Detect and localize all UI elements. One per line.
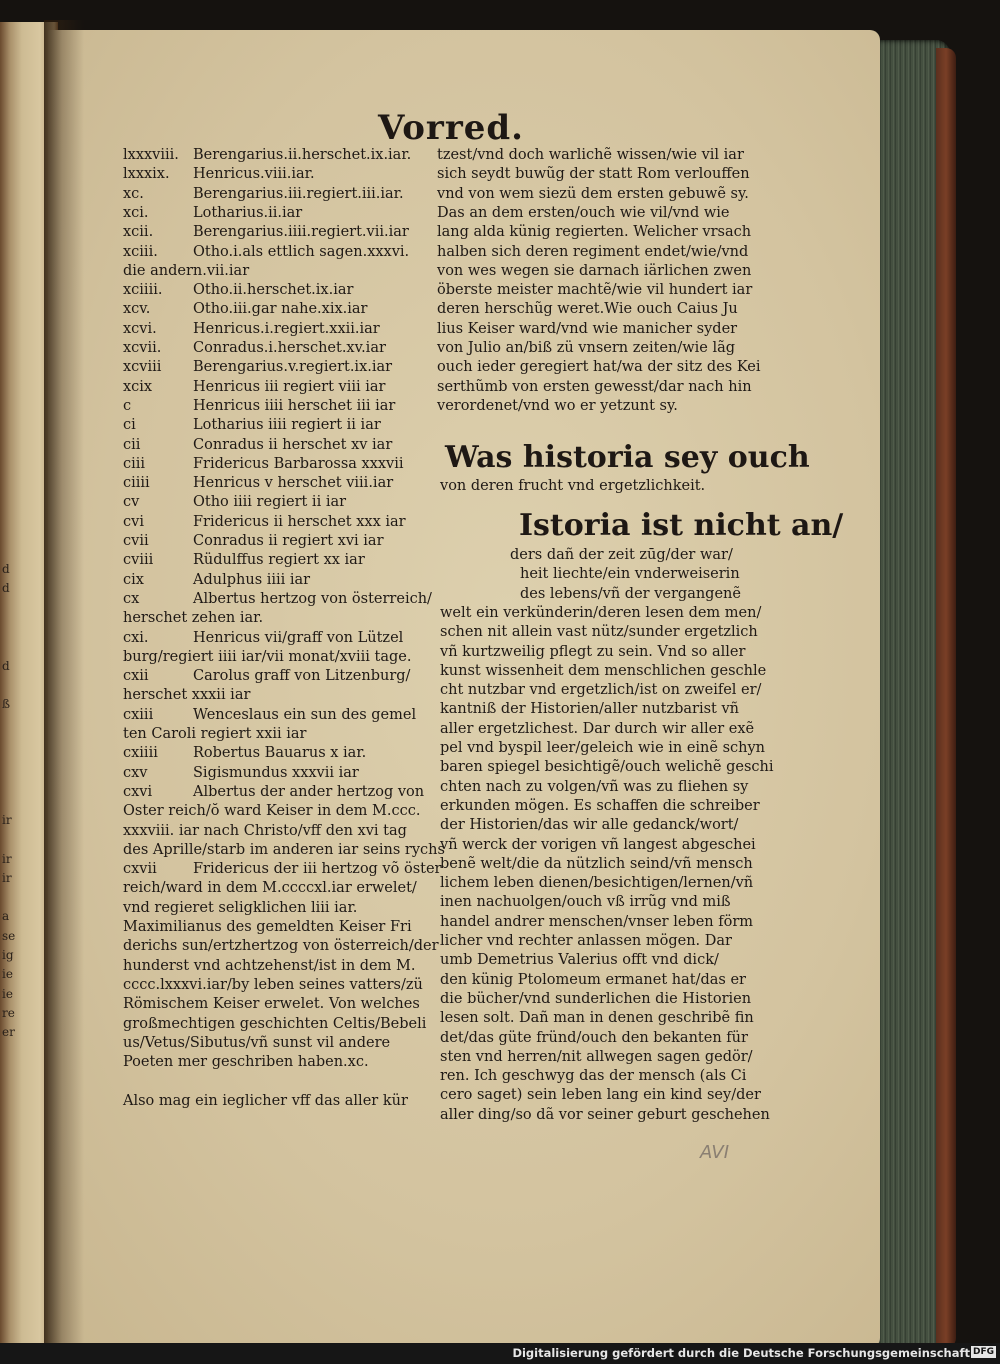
list-text: Berengarius.v.regiert.ix.iar xyxy=(193,359,393,376)
left-page-text-fragment: d xyxy=(2,562,10,576)
text-line: serthũmb von ersten gewesst/dar nach hin xyxy=(437,378,752,395)
text-line: Das an dem ersten/ouch wie vil/vnd wie xyxy=(437,204,730,221)
list-number: xcviii xyxy=(123,359,162,376)
left-list-line xyxy=(123,1034,390,1053)
list-text: Fridericus der iii hertzog võ öster xyxy=(193,861,442,878)
left-list-line xyxy=(123,1053,369,1072)
left-list-line xyxy=(123,300,367,319)
left-list-line xyxy=(123,146,411,165)
left-list-line xyxy=(123,918,412,937)
list-number: xcix xyxy=(123,378,153,395)
list-text: Conradus.i.herschet.xv.iar xyxy=(193,340,386,356)
left-list-line xyxy=(123,764,359,783)
gutter-shadow xyxy=(44,20,84,1350)
list-text: Fridericus Barbarossa xxxvii xyxy=(193,455,404,472)
text-line: pel vnd byspil leer/geleich wie in einẽ schyn xyxy=(440,740,766,756)
text-line: cht nutzbar vnd ergetzlich/ist on zweifel er/ xyxy=(440,682,762,699)
list-text: Henricus.viii.iar. xyxy=(193,166,315,183)
list-text: Conradus ii regiert xvi iar xyxy=(193,533,384,549)
left-page-text-fragment: ir xyxy=(2,870,12,885)
list-number: xcv. xyxy=(123,301,151,318)
left-list-line xyxy=(123,165,315,184)
left-page-text-fragment: se xyxy=(2,928,16,943)
text-line: sich seydt buwũg der statt Rom verlouffen xyxy=(437,166,750,183)
list-text: vnd regieret seligklichen liii iar. xyxy=(123,899,358,916)
list-text: Henricus.i.regiert.xxii.iar xyxy=(193,320,380,337)
left-list-line xyxy=(123,320,380,339)
list-number: cxi. xyxy=(123,629,149,646)
list-text: burg/regiert iiii iar/vii monat/xviii tage. xyxy=(123,648,412,665)
list-number: cxvii xyxy=(123,861,157,878)
list-text: Römischem Keiser erwelet. Von welches xyxy=(123,996,420,1013)
text-line: heit liechte/ein vnderweiserin xyxy=(520,566,740,583)
left-page-text-fragment: ir xyxy=(2,812,12,827)
section-heading: Was historia sey ouch xyxy=(445,440,810,475)
list-text: herschet xxxii iar xyxy=(123,687,251,704)
left-list-line xyxy=(123,648,411,667)
left-list-line xyxy=(123,725,306,744)
text-line: der Historien/das wir alle gedanck/wort/ xyxy=(440,817,739,834)
text-line: halben sich deren regiment endet/wie/vnd xyxy=(437,243,749,260)
left-list-line xyxy=(123,860,441,879)
left-list-line xyxy=(123,493,346,512)
list-text: Henricus vii/graff von Lützel xyxy=(193,629,404,646)
text-line: vñ kurtzweilig pflegt zu sein. Vnd so aller xyxy=(440,643,746,660)
left-list-line xyxy=(123,571,310,590)
text-line: licher vnd rechter anlassen mögen. Dar xyxy=(440,933,732,949)
list-number: cxii xyxy=(123,668,149,685)
initial-line: Istoria ist nicht an/ xyxy=(519,508,844,543)
list-text: cccc.lxxxvi.iar/by leben seines vatters/zü xyxy=(123,976,423,993)
text-line: ouch ieder geregiert hat/wa der sitz des Kei xyxy=(437,359,761,376)
left-list-line xyxy=(123,281,353,300)
text-line: die bücher/vnd sunderlichen die Historien xyxy=(440,990,752,1007)
list-text: Lotharius.ii.iar xyxy=(193,204,303,221)
section-subheading: von deren frucht vnd ergetzlichkeit. xyxy=(440,478,706,494)
list-text: Berengarius.iiii.regiert.vii.iar xyxy=(193,224,409,241)
text-line: lichem leben dienen/besichtigen/lernen/vñ xyxy=(440,875,754,892)
list-text: Poeten mer geschriben haben.xc. xyxy=(123,1054,369,1071)
list-text: Albertus hertzog von österreich/ xyxy=(193,590,432,607)
left-list-line xyxy=(123,957,415,976)
text-line: lesen solt. Dañ man in denen geschribẽ fin xyxy=(440,1010,754,1027)
list-text: Also mag ein ieglicher vff das aller kür xyxy=(123,1092,408,1109)
left-page-text-fragment: ig xyxy=(2,948,14,962)
list-number: cxv xyxy=(123,764,148,781)
list-text: us/Vetus/Sibutus/vñ sunst vil andere xyxy=(123,1034,391,1051)
left-list-line xyxy=(123,937,439,956)
list-number: xciii. xyxy=(123,243,158,260)
left-list-line xyxy=(123,397,395,416)
list-text: Rüdulffus regiert xx iar xyxy=(193,552,365,569)
left-list-line xyxy=(123,976,423,995)
page-header: Vorred. xyxy=(378,108,525,148)
text-line: von Julio an/biß zü vnsern zeiten/wie lãg xyxy=(437,340,736,356)
text-line: lius Keiser ward/vnd wie manicher syder xyxy=(437,320,738,337)
dfg-logo: DFG xyxy=(972,1347,994,1357)
list-number: cviii xyxy=(123,552,154,569)
list-text: ten Caroli regiert xxii iar xyxy=(123,726,307,742)
left-page-text-fragment: ie xyxy=(2,986,13,1001)
list-number: cii xyxy=(123,436,141,453)
left-list-line xyxy=(123,204,302,223)
left-list-line xyxy=(123,1015,426,1034)
text-line: baren spiegel besichtigẽ/ouch welichẽ geschi xyxy=(440,759,774,776)
left-list-line xyxy=(123,744,366,763)
text-line: aller ergetzlichest. Dar durch wir aller exẽ xyxy=(440,720,755,737)
text-line: tzest/vnd doch warlichẽ wissen/wie vil iar xyxy=(437,147,744,163)
left-list-line xyxy=(123,551,365,570)
list-number: cxvi xyxy=(123,783,153,800)
list-number: lxxxviii. xyxy=(123,147,179,163)
list-text: Sigismundus xxxvii iar xyxy=(193,764,359,781)
list-number: xci. xyxy=(123,204,149,221)
left-list-line xyxy=(123,879,417,898)
list-number: cv xyxy=(123,494,140,511)
list-number: xc. xyxy=(123,185,144,202)
list-number: cvi xyxy=(123,513,144,530)
list-number: cix xyxy=(123,571,144,588)
text-line: des lebens/vñ der vergangenẽ xyxy=(520,585,741,602)
text-line: kunst wissenheit dem menschlichen geschle xyxy=(440,662,767,679)
footer-bar xyxy=(0,1343,1000,1364)
text-line: cero saget) sein leben lang ein kind sey/der xyxy=(440,1087,761,1104)
list-text: des Aprille/starb im anderen iar seins rychs xyxy=(123,841,445,858)
pencil-folio-note: AVI xyxy=(700,1142,730,1163)
left-list-line xyxy=(123,995,420,1014)
left-page-text-fragment: d xyxy=(2,658,10,673)
text-line: vñ werck der vorigen vñ langest abgeschei xyxy=(440,836,756,853)
left-page-text-fragment: er xyxy=(2,1025,15,1040)
list-number: ciiii xyxy=(123,475,150,492)
list-number: xcii. xyxy=(123,224,154,241)
text-line: den künig Ptolomeum ermanet hat/das er xyxy=(440,971,746,988)
left-list-line xyxy=(123,513,406,532)
text-line: ders dañ der zeit zūg/der war/ xyxy=(510,547,733,563)
text-line: sten vnd herren/nit allwegen sagen gedör/ xyxy=(440,1048,753,1065)
list-number: cx xyxy=(123,590,140,607)
list-text: derichs sun/ertzhertzog von österreich/der xyxy=(123,938,439,955)
list-text: Wenceslaus ein sun des gemel xyxy=(193,706,417,723)
left-list-line xyxy=(123,532,384,551)
left-list-line xyxy=(123,185,404,204)
text-line: erkunden mögen. Es schaffen die schreiber xyxy=(440,797,760,814)
list-text: herschet zehen iar. xyxy=(123,610,264,627)
left-page-text-fragment: d xyxy=(2,581,10,596)
left-list-line xyxy=(123,416,381,435)
list-text: Adulphus iiii iar xyxy=(193,571,311,588)
funding-notice: Digitalisierung gefördert durch die Deutsche Forschungsgemeinschaft xyxy=(512,1346,970,1360)
left-list-line xyxy=(123,841,445,860)
left-page-text-fragment: ir xyxy=(2,851,12,866)
text-line: verordenet/vnd wo er yetzunt sy. xyxy=(437,397,678,414)
list-text: Berengarius.ii.herschet.ix.iar. xyxy=(193,147,412,163)
list-text: Otho.iii.gar nahe.xix.iar xyxy=(193,301,368,318)
list-text: Albertus der ander hertzog von xyxy=(193,783,425,800)
left-page-text-fragment: re xyxy=(2,1005,15,1020)
list-text: Otho.ii.herschet.ix.iar xyxy=(193,282,354,299)
list-text: Maximilianus des gemeldten Keiser Fri xyxy=(123,919,412,935)
left-list-line xyxy=(123,706,416,725)
list-text: xxxviii. iar nach Christo/vff den xvi tag xyxy=(123,822,407,839)
left-list-line xyxy=(123,262,249,281)
text-line: kantniß der Historien/aller nutzbarist vñ xyxy=(440,701,740,718)
left-list-line xyxy=(123,590,432,609)
list-number: lxxxix. xyxy=(123,166,170,183)
left-list-line xyxy=(123,686,250,705)
list-number: cxiiii xyxy=(123,745,158,762)
list-number: cxiii xyxy=(123,706,154,723)
left-list-line xyxy=(123,339,386,358)
text-line: ren. Ich geschwyg das der mensch (als Ci xyxy=(440,1068,747,1085)
list-number: c xyxy=(123,397,132,414)
list-text: Conradus ii herschet xv iar xyxy=(193,436,393,453)
left-list-line xyxy=(123,358,392,377)
left-list-line xyxy=(123,783,424,802)
left-list-line xyxy=(123,1092,408,1111)
left-page-text-fragment: ie xyxy=(2,967,13,982)
text-line: benẽ welt/die da nützlich seind/vñ mensch xyxy=(440,855,753,872)
list-text: Otho.i.als ettlich sagen.xxxvi. xyxy=(193,243,410,260)
left-page-text-fragment: a xyxy=(2,909,10,924)
list-text: Henricus iiii herschet iii iar xyxy=(193,397,396,414)
left-list-line xyxy=(123,822,407,841)
text-line: umb Demetrius Valerius offt vnd dick/ xyxy=(440,952,719,969)
left-list-line xyxy=(123,455,404,474)
left-list-line xyxy=(123,436,392,455)
list-text: Berengarius.iii.regiert.iii.iar. xyxy=(193,185,404,202)
left-list-line xyxy=(123,609,263,628)
list-text: Henricus v herschet viii.iar xyxy=(193,475,394,492)
list-text: die andern.vii.iar xyxy=(123,262,250,279)
left-page-text-fragment: ß xyxy=(2,697,11,712)
list-text: Fridericus ii herschet xxx iar xyxy=(193,513,406,530)
text-line: lang alda künig regierten. Welicher vrsach xyxy=(437,224,752,241)
list-number: xcvii. xyxy=(123,340,162,356)
list-text: Robertus Bauarus x iar. xyxy=(193,745,367,762)
text-line: chten nach zu volgen/vñ was zu fliehen sy xyxy=(440,778,749,795)
text-line: von wes wegen sie darnach iärlichen zwen xyxy=(437,262,752,279)
text-line: aller ding/so dã vor seiner geburt geschehen xyxy=(440,1106,770,1123)
text-line: schen nit allein vast nütz/sunder ergetzlich xyxy=(440,624,758,641)
book-cover-edge xyxy=(936,48,956,1348)
left-list-line xyxy=(123,899,357,918)
left-list-line xyxy=(123,223,409,242)
text-line: vnd von wem siezü dem ersten gebuwẽ sy. xyxy=(437,185,749,202)
list-number: ciii xyxy=(123,455,146,472)
left-list-line xyxy=(123,378,385,397)
list-text: hunderst vnd achtzehenst/ist in dem M. xyxy=(123,957,416,974)
list-number: xcvi. xyxy=(123,320,157,337)
text-line: deren herschũg weret.Wie ouch Caius Ju xyxy=(437,301,738,318)
list-text: Oster reich/ŏ ward Keiser in dem M.ccc. xyxy=(123,803,421,820)
left-list-line xyxy=(123,474,393,493)
list-text: Henricus iii regiert viii iar xyxy=(193,378,386,395)
text-line: welt ein verkünderin/deren lesen dem men/ xyxy=(440,604,762,621)
left-list-line xyxy=(123,667,410,686)
text-line: inen nachuolgen/ouch vß irrũg vnd miß xyxy=(440,894,731,911)
list-text: Carolus graff von Litzenburg/ xyxy=(193,668,411,685)
text-line: det/das güte fründ/ouch den bekanten für xyxy=(440,1029,748,1046)
left-list-line xyxy=(123,802,420,821)
list-number: cvii xyxy=(123,533,149,549)
text-line: handel andrer menschen/vnser leben förm xyxy=(440,913,754,930)
list-number: ci xyxy=(123,417,136,434)
list-text: großmechtigen geschichten Celtis/Bebeli xyxy=(123,1015,427,1032)
text-line: öberste meister machtẽ/wie vil hundert iar xyxy=(437,282,753,299)
list-number: xciiii. xyxy=(123,282,163,299)
list-text: Lotharius iiii regiert ii iar xyxy=(193,417,381,434)
list-text: Otho iiii regiert ii iar xyxy=(193,494,347,511)
list-text: reich/ward in dem M.ccccxl.iar erwelet/ xyxy=(123,880,417,897)
left-list-line xyxy=(123,243,409,262)
left-list-line xyxy=(123,629,403,648)
